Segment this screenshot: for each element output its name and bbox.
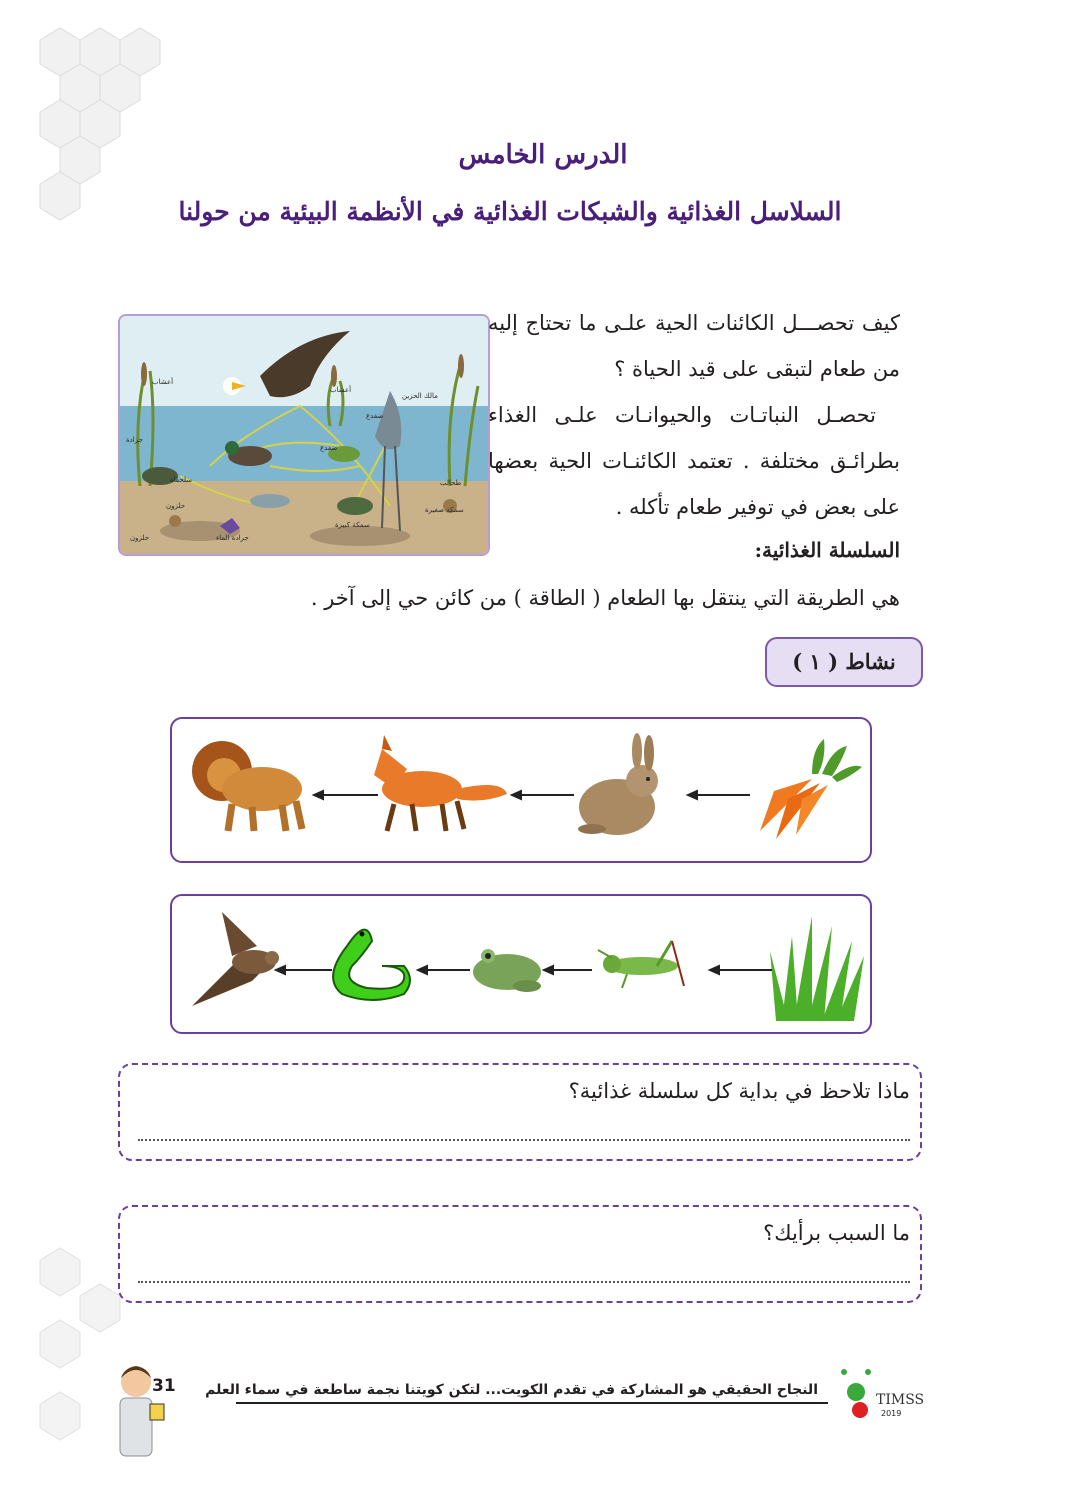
lesson-title: السلاسل الغذائية والشبكات الغذائية في الأنظمة البيئية من حولنا: [178, 197, 842, 226]
answer-line[interactable]: [138, 1281, 910, 1283]
scene-label: حلزون: [130, 534, 150, 542]
scene-label: مالك الحزين: [402, 392, 438, 400]
scene-label: جرادة: [126, 436, 143, 444]
definition-text: هي الطريقة التي ينتقل بها الطعام ( الطاقة ) من كائن حي إلى آخر .: [310, 586, 900, 610]
footer-divider: [236, 1402, 828, 1404]
question-text: ماذا تلاحظ في بداية كل سلسلة غذائية؟: [568, 1079, 910, 1103]
scene-label: سلحفاة: [170, 476, 193, 484]
definition-heading: السلسلة الغذائية:: [754, 538, 900, 562]
arrow-icons: [314, 791, 750, 799]
scene-label: جرادة الماء: [216, 534, 249, 542]
intro-text: [488, 300, 900, 530]
carrot-image: [760, 739, 862, 839]
question-box-1: [118, 1063, 922, 1161]
timss-logo-text: TIMSS: [876, 1392, 925, 1408]
grasshopper-image: [598, 941, 684, 988]
timss-logo-year: 2019: [881, 1409, 902, 1418]
rabbit-image: [578, 733, 658, 835]
hawk-image: [192, 912, 279, 1006]
footer-motto: النجاح الحقيقي هو المشاركة في تقدم الكويت... لتكن كويتنا نجمة ساطعة في سماء العلم: [205, 1382, 818, 1398]
scene-label: ضفدع: [366, 412, 384, 420]
grass-image: [770, 916, 864, 1021]
fox-image: [374, 735, 507, 831]
answer-line[interactable]: [138, 1139, 910, 1141]
question-text: ما السبب برأيك؟: [763, 1221, 910, 1245]
scene-label: ضفدع: [320, 444, 338, 452]
scene-label: سمكة صغيرة: [425, 506, 464, 514]
food-chain-1: [170, 717, 872, 863]
intro-answer: تحصـل النباتـات والحيوانـات علـى الغذاء بطرائـق مختلفة . تعتمد الكائنـات الحية بعضها على بعض في توفير طعام تأكله .: [488, 403, 900, 519]
food-chain-2: [170, 894, 872, 1034]
page-number: 31: [152, 1376, 176, 1396]
timss-logo-icon: [836, 1364, 876, 1424]
scene-label: أعشاب: [330, 386, 352, 394]
scene-label: حلزون: [166, 502, 186, 510]
lesson-number: الدرس الخامس: [458, 140, 628, 170]
intro-question: كيف تحصـــل الكائنات الحية علـى ما تحتاج إليه من طعام لتبقى على قيد الحياة ؟: [488, 311, 900, 381]
scene-label: أعشاب: [152, 378, 174, 386]
scene-label: سمكة كبيرة: [335, 521, 370, 529]
snake-image: [333, 930, 410, 1000]
frog-image: [473, 949, 541, 992]
lion-image: [192, 741, 302, 831]
question-box-2: [118, 1205, 922, 1303]
pond-food-web-image: [118, 314, 490, 556]
scene-label: طحالب: [440, 479, 462, 487]
activity-label: نشاط ( ١ ): [765, 637, 923, 687]
